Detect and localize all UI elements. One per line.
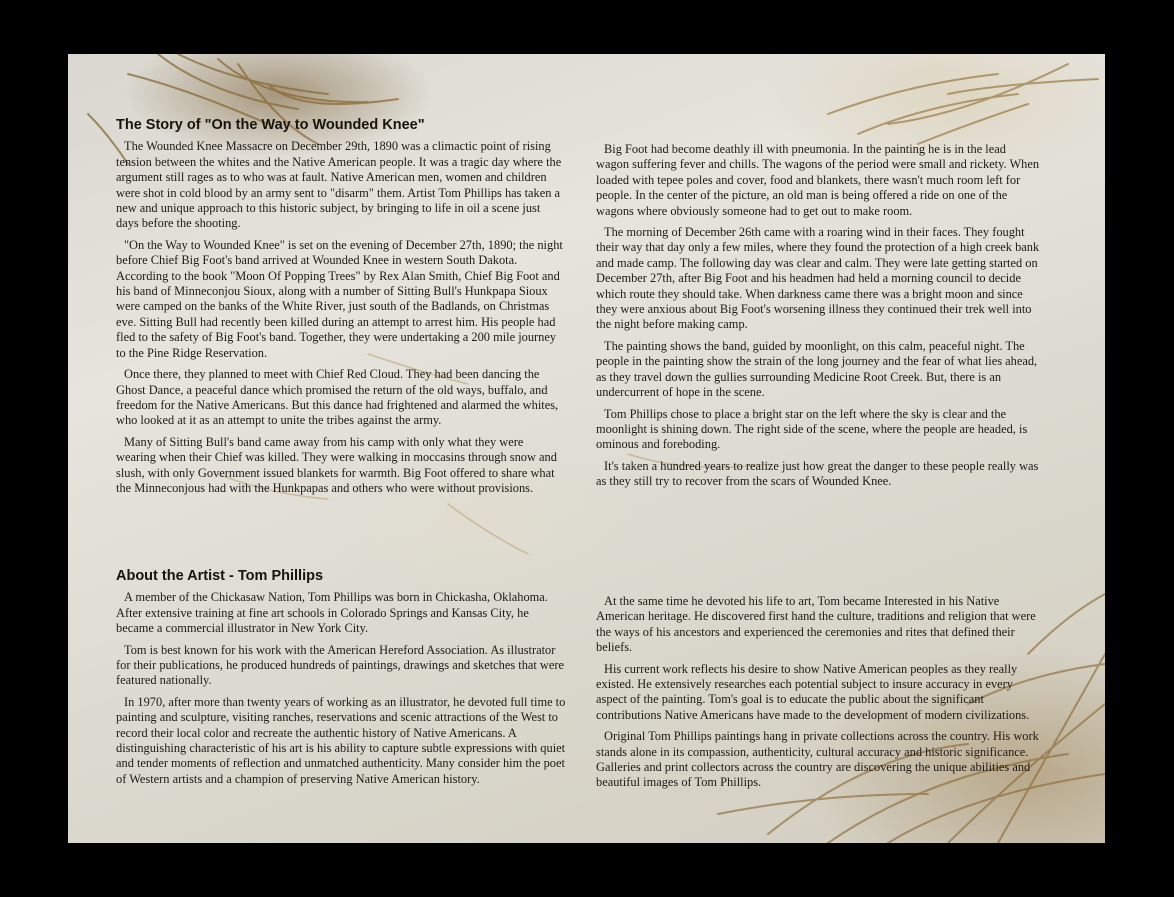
artist-column-left	[116, 569, 566, 793]
artist-title: About the Artist - Tom Phillips	[116, 568, 324, 584]
story-paragraph: Once there, they planned to meet with Chief Red Cloud. They had been dancing the Ghost Dance, a peaceful dance which promised the return of the old ways, buffalo, and freedom for the Native Americans. But this dance had frightened and alarmed the whites, who looked at it as an attempt to unite the tribes against the army.	[116, 367, 559, 428]
artist-paragraph: In 1970, after more than twenty years of working as an illustrator, he devoted full time to painting and sculpture, visiting ranches, reservations and scenic attractions of the West to record their local color and recreate the authentic history of Native Americans. A distinguishing characteristic of his art is his ability to capture subtle expressions with quiet and tender moments of reflection and unmatched authenticity. Many consider him the poet of Western artists and a champion of preserving Native American history.	[116, 694, 566, 786]
story-column-right	[596, 142, 1040, 496]
story-paragraph: Many of Sitting Bull's band came away from his camp with only what they were wearing when their Chief was killed. They were walking in moccasins through snow and slush, with only Government issued blankets for warmth. Big Foot offered to share what the Minneconjous had with the Hunkpapas and others who were without provisions.	[116, 434, 557, 495]
artist-paragraph: Original Tom Phillips paintings hang in private collections across the country. His work stands alone in its compassion, authenticity, cultural accuracy and historic significance. Galleries and print collectors across the country are discovering the unique abilities and beautiful images of Tom Phillips.	[596, 729, 1039, 790]
story-paragraph: Tom Phillips chose to place a bright star on the left where the sky is clear and the moonlight is shining down. The right side of the scene, where the people are headed, is ominous and foreboding.	[596, 406, 1028, 452]
story-title: The Story of "On the Way to Wounded Knee"	[116, 117, 425, 133]
artist-paragraph: A member of the Chickasaw Nation, Tom Phillips was born in Chickasha, Oklahoma. After extensive training at fine art schools in Colorado Springs and Kansas City, he became a commercial illustrator in New York City.	[116, 590, 548, 636]
story-paragraph: It's taken a hundred years to realize just how great the danger to these people really was as they still try to recover from the scars of Wounded Knee.	[596, 458, 1039, 489]
story-paragraph: "On the Way to Wounded Knee" is set on the evening of December 27th, 1890; the night before Chief Big Foot's band arrived at Wounded Knee in western South Dakota. According to the book "Moon Of Popping Trees" by Rex Alan Smith, Chief Big Foot and his band of Minneconjou Sioux, along with a number of Sitting Bull's Hunkpapa Sioux were camped on the banks of the White River, just south of the Badlands, on Christmas eve. Sitting Bull had recently been killed during an attempt to arrest him. His people had fled to the safety of Big Foot's band. Together, they were undertaking a 200 mile journey to the Pine Ridge Reservation.	[116, 237, 563, 360]
story-column-left	[116, 118, 566, 502]
story-paragraph: The painting shows the band, guided by moonlight, on this calm, peaceful night. The people in the painting show the strain of the long journey and the fear of what lies ahead, as they travel down the gullies surrounding Medicine Root Creek. But, there is an undercurrent of hope in the scene.	[596, 338, 1038, 400]
brochure-page	[68, 54, 1105, 843]
story-paragraph: The Wounded Knee Massacre on December 29th, 1890 was a climactic point of rising tension between the whites and the Native American people. It was a tragic day where the argument still rages as to who was at fault. Native American men, women and children were shot in cold blood by an army sent to "disarm" them. Artist Tom Phillips has taken a new and unique approach to this historic subject, by bringing to life in oil a scene just days before the shooting.	[116, 139, 562, 231]
artist-paragraph: Tom is best known for his work with the American Hereford Association. As illustrator for their publications, he produced hundreds of paintings, drawings and sketches that were featured nationally.	[116, 642, 565, 688]
artist-paragraph: At the same time he devoted his life to art, Tom became Interested in his Native American heritage. He discovered first hand the culture, traditions and religion that were the ways of his ancestors and experienced the ceremonies and rites that defined their beliefs.	[596, 594, 1036, 655]
story-paragraph: The morning of December 26th came with a roaring wind in their faces. They fought their way that day only a few miles, where they found the protection of a high creek bank and made camp. The following day was clear and calm. They were late getting started on December 27th, after Big Foot and his headmen had held a morning council to decide which route they should take. When darkness came there was a bright moon and since they were anxious about Big Foot's worsening illness they continued their trek well into the night before making camp.	[596, 225, 1040, 332]
artist-column-right	[596, 594, 1040, 797]
artist-paragraph: His current work reflects his desire to show Native American peoples as they really existed. He extensively researches each potential subject to insure accuracy in every aspect of the painting. Tom's goal is to educate the public about the significant contributions Native Americans have made to the development of modern civilizations.	[596, 661, 1030, 722]
story-paragraph: Big Foot had become deathly ill with pneumonia. In the painting he is in the lead wagon suffering fever and chills. The wagons of the period were small and rickety. When loaded with tepee poles and cover, food and blankets, there wasn't much room left for people. In the center of the picture, an old man is being offered a ride on one of the wagons where obviously someone had to get out to make room.	[596, 142, 1040, 218]
